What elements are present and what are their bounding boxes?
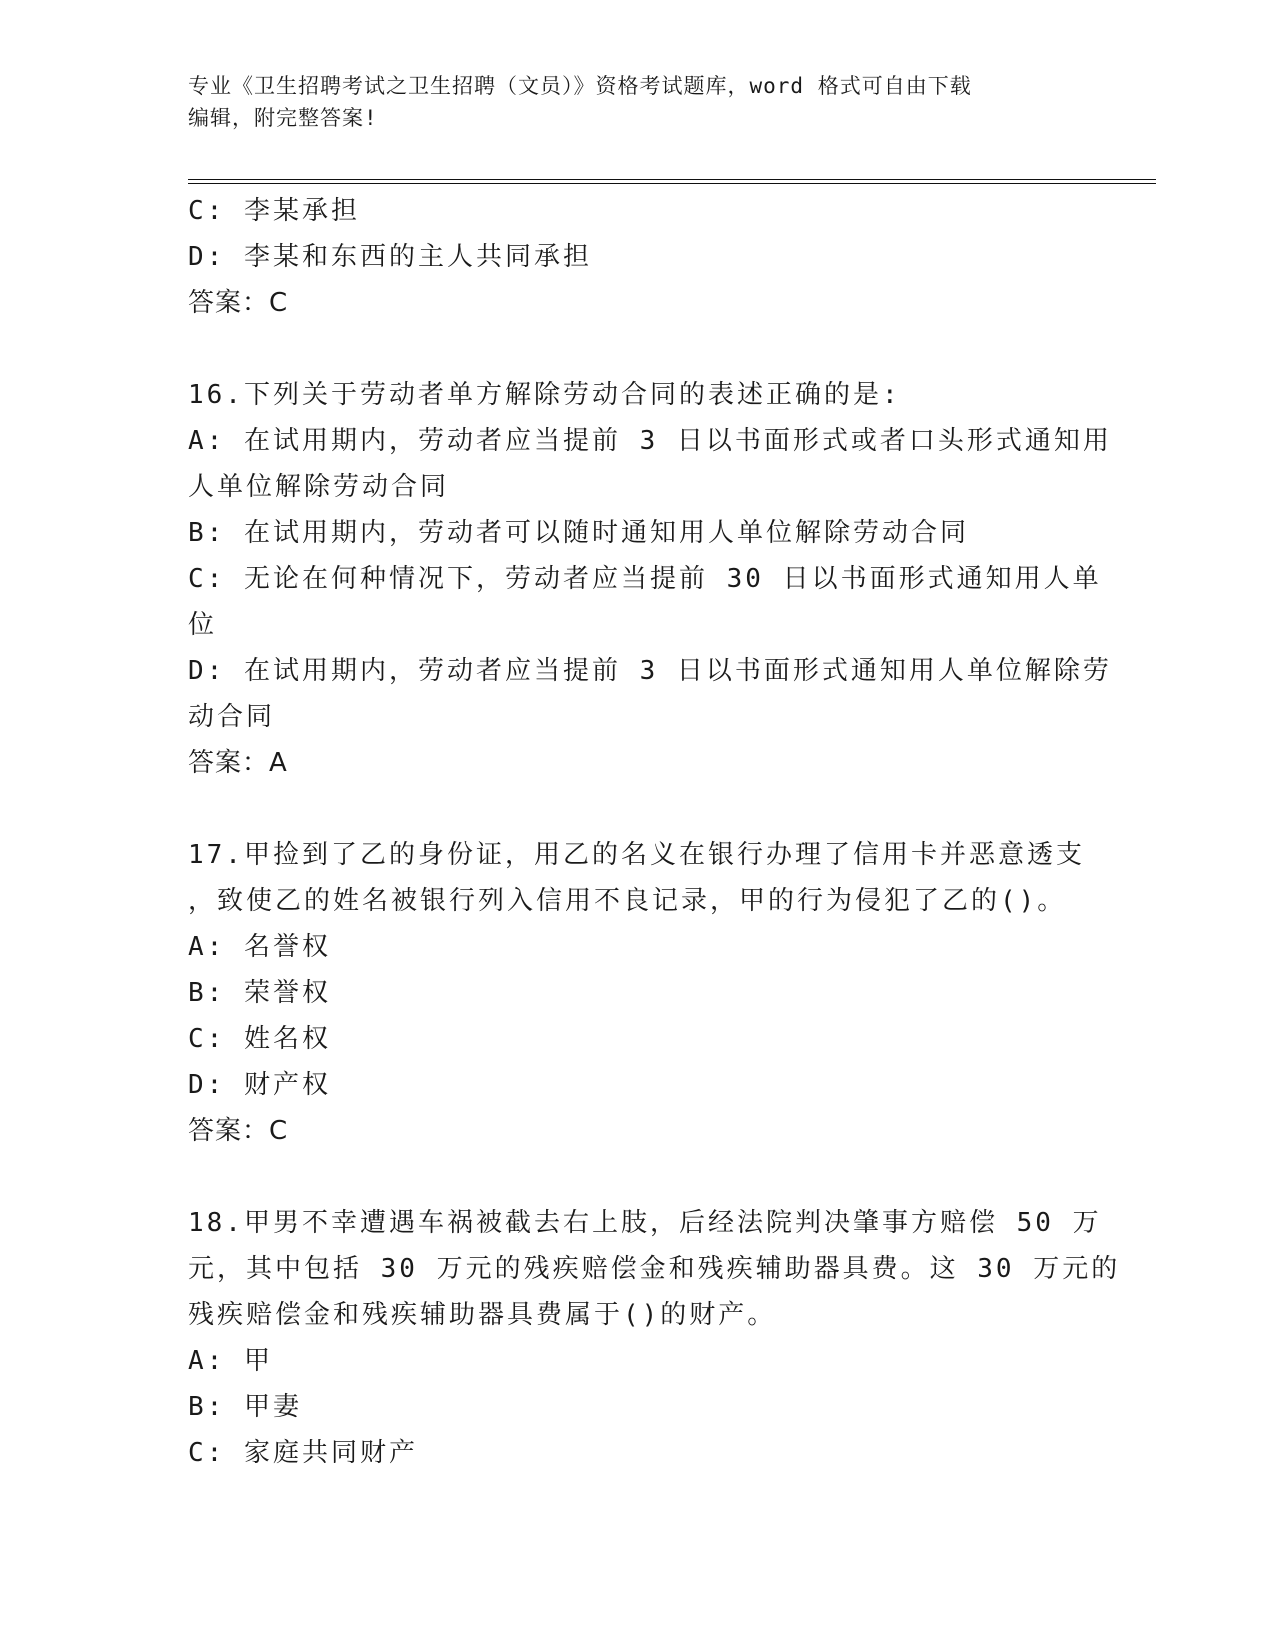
question-18 [188, 1200, 1121, 1476]
option-a-cont: 人单位解除劳动合同 [188, 472, 450, 502]
answer-line: 答案：C [188, 288, 289, 318]
question-stem-cont: 残疾赔偿金和残疾辅助器具费属于()的财产。 [188, 1300, 777, 1330]
document-body [188, 188, 1121, 1476]
header-line-2: 编辑，附完整答案! [188, 106, 378, 130]
option-c-cont: 位 [188, 610, 218, 640]
option-d: D: 在试用期内，劳动者应当提前 3 日以书面形式通知用人单位解除劳 [188, 656, 1112, 686]
question-17 [188, 832, 1088, 1154]
header-divider [188, 179, 1156, 184]
option-c: C: 姓名权 [188, 1024, 331, 1054]
option-d: D: 李某和东西的主人共同承担 [188, 242, 592, 272]
option-c: C: 无论在何种情况下，劳动者应当提前 30 日以书面形式通知用人单 [188, 564, 1102, 594]
option-d: D: 财产权 [188, 1070, 331, 1100]
option-a: A: 名誉权 [188, 932, 331, 962]
question-16 [188, 372, 1112, 786]
question-stem: 17.甲捡到了乙的身份证，用乙的名义在银行办理了信用卡并恶意透支 [188, 840, 1085, 870]
previous-question-tail [188, 188, 1088, 326]
answer-line: 答案：C [188, 1116, 289, 1146]
option-b: B: 荣誉权 [188, 978, 331, 1008]
option-d-cont: 动合同 [188, 702, 276, 732]
answer-line: 答案：A [188, 748, 288, 778]
question-stem: 18.甲男不幸遭遇车祸被截去右上肢，后经法院判决肇事方赔偿 50 万 [188, 1208, 1102, 1238]
option-a: A: 甲 [188, 1346, 273, 1376]
question-stem-cont: 元，其中包括 30 万元的残疾赔偿金和残疾辅助器具费。这 30 万元的 [188, 1254, 1121, 1284]
option-a: A: 在试用期内，劳动者应当提前 3 日以书面形式或者口头形式通知用 [188, 426, 1112, 456]
option-b: B: 在试用期内，劳动者可以随时通知用人单位解除劳动合同 [188, 518, 969, 548]
option-b: B: 甲妻 [188, 1392, 302, 1422]
page-header [188, 70, 1088, 134]
question-stem: 16.下列关于劳动者单方解除劳动合同的表述正确的是: [188, 380, 901, 410]
header-line-1: 专业《卫生招聘考试之卫生招聘（文员）》资格考试题库，word 格式可自由下载 [188, 74, 972, 98]
question-stem-cont: ，致使乙的姓名被银行列入信用不良记录，甲的行为侵犯了乙的()。 [188, 886, 1067, 916]
option-c: C: 李某承担 [188, 196, 360, 226]
option-c: C: 家庭共同财产 [188, 1438, 418, 1468]
